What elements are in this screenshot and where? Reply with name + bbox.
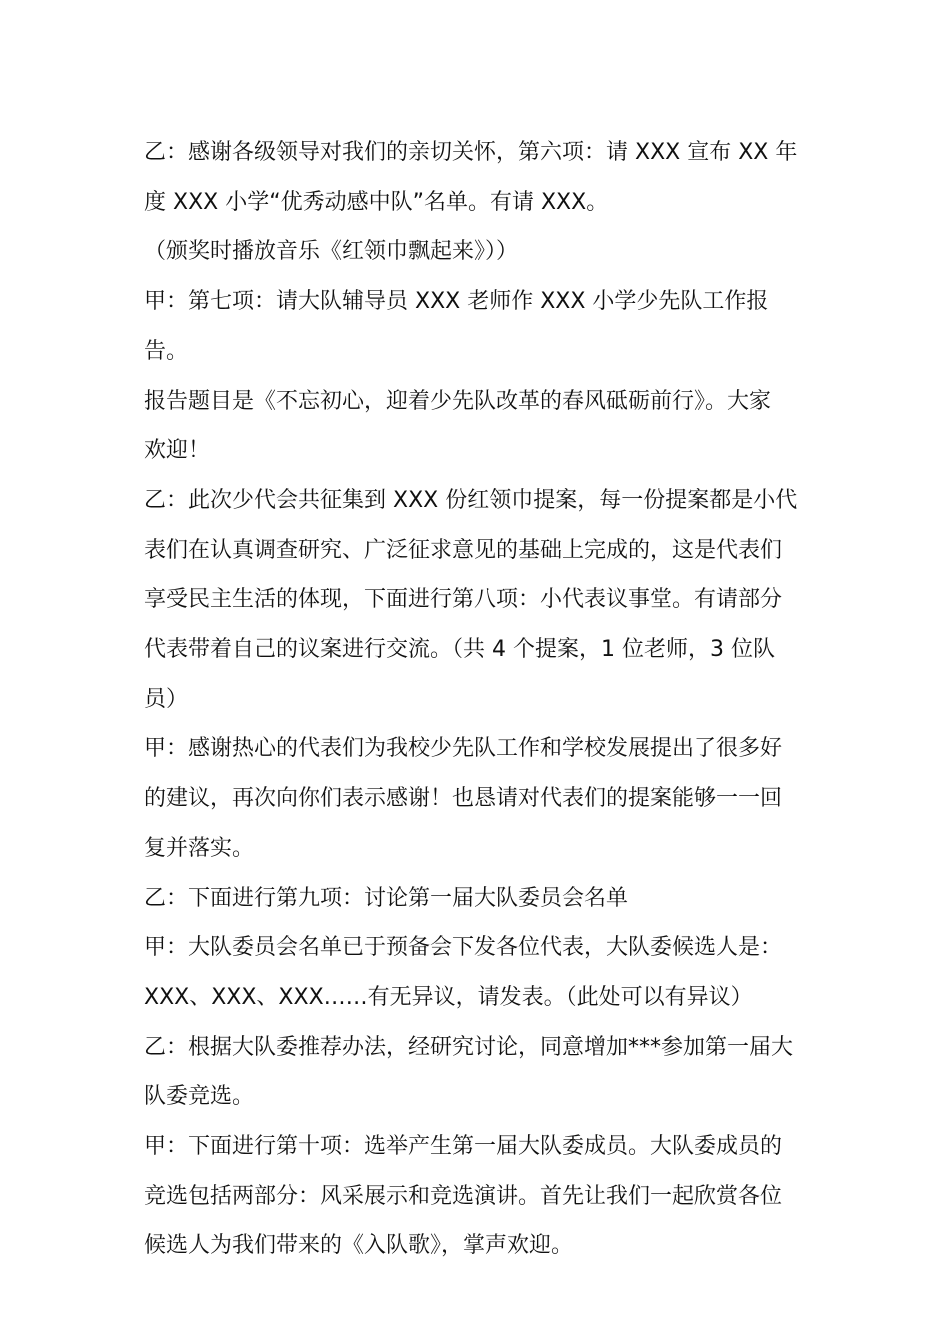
paragraph-item-8-proposals	[144, 476, 808, 725]
text-line: 报告题目是《不忘初心，迎着少先队改革的春风砥砺前行》。大家	[144, 388, 772, 414]
text-line: 队委竞选。	[144, 1084, 255, 1110]
document-body	[144, 128, 808, 1271]
text-line: 享受民主生活的体现，下面进行第八项：小代表议事堂。有请部分	[144, 587, 783, 613]
text-line: 甲：下面进行第十项：选举产生第一届大队委成员。大队委成员的	[144, 1134, 783, 1160]
text-line: 乙：根据大队委推荐办法，经研究讨论，同意增加***参加第一届大	[144, 1034, 794, 1060]
text-line: 欢迎！	[144, 438, 211, 464]
text-line: 复并落实。	[144, 835, 255, 861]
text-line: 竞选包括两部分：风采展示和竞选演讲。首先让我们一起欣赏各位	[144, 1183, 783, 1209]
text-line: 代表带着自己的议案进行交流。（共 4 个提案，1 位老师，3 位队	[144, 637, 775, 663]
paragraph-thanks-representatives	[144, 724, 808, 873]
paragraph-candidate-list	[144, 923, 808, 1022]
text-line: （颁奖时播放音乐《红领巾飘起来》））	[144, 239, 519, 265]
paragraph-item-10-election	[144, 1122, 808, 1271]
text-line: 度 XXX 小学“优秀动感中队”名单。有请 XXX。	[144, 189, 609, 215]
text-line: 甲：大队委员会名单已于预备会下发各位代表，大队委候选人是：	[144, 935, 783, 961]
text-line: XXX、XXX、XXX……有无异议，请发表。（此处可以有异议）	[144, 984, 753, 1010]
text-line: 候选人为我们带来的《入队歌》，掌声欢迎。	[144, 1233, 574, 1259]
text-line: 甲：第七项：请大队辅导员 XXX 老师作 XXX 小学少先队工作报告。	[144, 289, 769, 364]
text-line: 甲：感谢热心的代表们为我校少先队工作和学校发展提出了很多好	[144, 736, 783, 762]
paragraph-added-candidate	[144, 1023, 808, 1122]
text-line: 乙：此次少代会共征集到 XXX 份红领巾提案，每一份提案都是小代	[144, 487, 798, 513]
paragraph-item-9-discussion	[144, 874, 808, 924]
paragraph-music-note	[144, 227, 808, 277]
text-line: 员）	[144, 686, 189, 712]
text-line: 的建议，再次向你们表示感谢！也恳请对代表们的提案能够一一回	[144, 786, 783, 812]
text-line: 乙：感谢各级领导对我们的亲切关怀，第六项：请 XXX 宣布 XX 年	[144, 140, 798, 165]
paragraph-item-7-report	[144, 277, 808, 476]
paragraph-announce-item-6	[144, 128, 808, 227]
text-line: 表们在认真调查研究、广泛征求意见的基础上完成的，这是代表们	[144, 537, 783, 563]
text-line: 乙：下面进行第九项：讨论第一届大队委员会名单	[144, 885, 629, 911]
